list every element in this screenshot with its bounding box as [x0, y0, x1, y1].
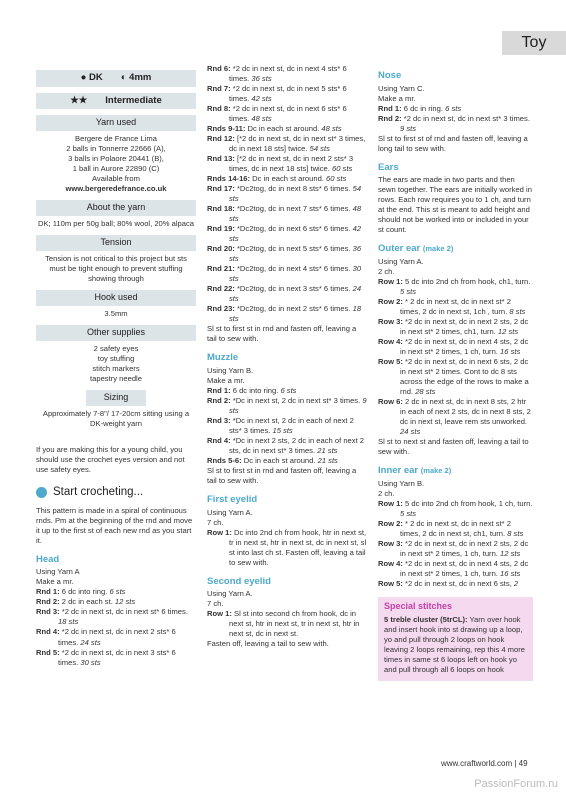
pattern-row: Rnd 2: *Dc in next st, 2 dc in next st* 3 times. 9 sts: [207, 396, 367, 416]
instruction-line: 7 ch.: [207, 517, 224, 527]
yarn-supplier-link[interactable]: www.bergeredefrance.co.uk: [65, 184, 167, 194]
instruction-line: Using Yarn C.: [378, 83, 425, 93]
ears-heading: Ears: [378, 161, 399, 173]
outer-ear-finish: Sl st to next st and fasten off, leaving a tail to sew with.: [378, 437, 529, 457]
start-text: This pattern is made in a spiral of continuous rnds. Pm at the beginning of the rnd and move it up to the first st of each new rnd as you start it.: [36, 505, 193, 545]
nose-heading: Nose: [378, 70, 402, 81]
page-footer: www.craftworld.com | 49: [441, 759, 528, 769]
head-heading: Head: [36, 553, 60, 565]
pattern-row: Rnd 2: 2 dc in each st. 12 sts: [36, 597, 136, 607]
instruction-line: 2 ch.: [378, 488, 395, 498]
pattern-row: Row 3: *2 dc in next st, dc in next 2 sts, 2 dc in next st* 2 times, ch1, turn. 12 sts: [378, 316, 529, 336]
pattern-row: Rnd 1: 6 dc into ring. 6 sts: [36, 587, 126, 597]
about-yarn-heading: About the yarn: [36, 200, 196, 216]
pattern-row: Rnd 5: *2 dc in next st, dc in next 3 sts* 6 times. 30 sts: [36, 647, 176, 667]
pattern-row: Row 1: Dc into 2nd ch from hook, htr in next st, tr in next st, htr in next st, dc in next st, sl st into last ch st. Fasten off, leaving a tail to sew with.: [207, 527, 367, 567]
yarn-weight: ● DK: [80, 72, 103, 83]
instruction-line: Using Yarn A.: [207, 507, 253, 517]
pattern-row: Rnd 23: *Dc2tog, dc in next 2 sts* 6 times. 18 sts: [207, 304, 362, 324]
muzzle-rows: [207, 386, 367, 466]
pattern-row: Rnd 18: *Dc2tog, dc in next 7 sts* 6 times. 48 sts: [207, 204, 362, 224]
muzzle-heading: Muzzle: [207, 352, 239, 364]
supply-item: toy stuffing: [97, 353, 135, 363]
head-rows: [36, 587, 196, 667]
instruction-line: Using Yarn B.: [207, 365, 254, 375]
pattern-row: Row 4: *2 dc in next st, dc in next 4 sts, 2 dc in next st* 2 times, 1 ch, turn. 16 sts: [378, 558, 529, 578]
pattern-row: Rnd 4: *2 dc in next st, dc in next 2 sts* 6 times. 24 sts: [36, 627, 176, 647]
pattern-row: Row 6: 2 dc in next st, dc in next 8 sts, 2 htr in each of next 2 sts, dc in next 8 sts, 2 dc in next st, leave rem sts unworked. 24 sts: [378, 397, 531, 437]
yarn-used-text: [36, 134, 196, 194]
instruction-line: Using Yarn A.: [378, 256, 424, 266]
difficulty-box: [36, 93, 196, 110]
ball-icon: ●: [80, 72, 87, 83]
instruction-line: Using Yarn A.: [207, 589, 253, 599]
difficulty-stars: ★★: [70, 94, 88, 106]
first-eyelid-heading: First eyelid: [207, 494, 258, 506]
pattern-row: Row 1: 5 dc into 2nd ch from hook, 1 ch, turn. 5 sts: [378, 498, 533, 518]
pattern-row: Rnd 20: *Dc2tog, dc in next 5 sts* 6 times. 36 sts: [207, 244, 362, 264]
pattern-row: Rnd 12: [*2 dc in next st, dc in next st* 3 times, dc in next 18 sts] twice. 54 sts: [207, 134, 366, 154]
pattern-row: Rnd 8: *2 dc in next st, dc in next 6 sts* 6 times. 48 sts: [207, 104, 347, 124]
pattern-row: Rnd 1: 6 dc into ring. 6 sts: [207, 386, 297, 395]
supply-item: stitch markers: [92, 363, 140, 373]
yarn-line: 1 ball in Aurore 22890 (C): [72, 163, 160, 173]
supply-item: 2 safety eyes: [93, 343, 139, 353]
pattern-row: Rnds 14-16: Dc in each st around. 60 sts: [207, 174, 347, 184]
pattern-row: Rnd 17: *Dc2tog, dc in next 8 sts* 6 times. 54 sts: [207, 184, 362, 204]
yarn-weight-hook-box: [36, 70, 196, 87]
yarn-used-heading: Yarn used: [36, 115, 196, 131]
eyelid-finish: Fasten off, leaving a tail to sew with.: [207, 639, 329, 649]
inner-ear-heading: Inner ear (make 2): [378, 465, 452, 477]
start-crocheting-heading: [36, 485, 196, 500]
instruction-line: 7 ch.: [207, 599, 224, 609]
pattern-row: Row 1: Sl st into second ch from hook, dc in next st, htr in next st, tr in next st, htr in next st, dc in next st.: [207, 609, 360, 639]
pattern-row: Row 4: *2 dc in next st, dc in next 4 sts, 2 dc in next st* 2 times, 1 ch, turn. 16 sts: [378, 336, 529, 356]
instruction-line: 2 ch.: [378, 266, 395, 276]
pattern-row: Rnd 3: *Dc in next st, 2 dc in each of next 2 sts* 3 times. 15 sts: [207, 416, 354, 436]
pattern-row: Rnd 19: *Dc2tog, dc in next 6 sts* 6 times. 42 sts: [207, 224, 362, 244]
instruction-line: Using Yarn B.: [378, 478, 425, 488]
tension-heading: Tension: [36, 235, 196, 251]
safety-note: If you are making this for a young child, you should use the crochet eyes version and not use safety eyes.: [36, 444, 185, 474]
sizing-heading: Sizing: [86, 390, 146, 406]
pattern-row: Row 1: 5 dc into 2nd ch from hook, ch1, turn. 5 sts: [378, 276, 531, 296]
pattern-row: Rnd 13: [*2 dc in next st, dc in next 2 sts* 3 times, dc in next 18 sts] twice. 60 sts: [207, 154, 354, 174]
bullet-icon: [36, 487, 47, 498]
outer-ear-heading: Outer ear (make 2): [378, 243, 454, 255]
head-finish: Sl st to first st in rnd and fasten off, leaving a tail to sew with.: [207, 324, 357, 344]
nose-rows: [378, 104, 533, 134]
special-stitch-text: 5 treble cluster (5trCL): Yarn over hook and insert hook into st drawing up a loop, yo and pull through 2 loops on hook leaving 2 loops remaining, rep this 4 more times in same st 6 loops left on hook yo and pull through all 6 loops on hook: [384, 614, 525, 674]
pattern-row: Row 2: * 2 dc in next st, dc in next st* 2 times, 2 dc in next st, ch1, turn. 8 sts: [378, 518, 524, 538]
hook-used-heading: Hook used: [36, 290, 196, 306]
hook-icon: ◐: [120, 72, 127, 83]
instruction-line: Make a mr.: [207, 375, 245, 385]
special-stitches-heading: Special stitches: [384, 600, 453, 611]
pattern-row: Row 3: *2 dc in next st, dc in next 2 sts, 2 dc in next st* 2 times, 1 ch, turn. 12 sts: [378, 538, 529, 558]
column-2: [207, 64, 367, 649]
muzzle-finish: Sl st to first st in rnd and fasten off, leaving a tail to sew with.: [207, 466, 357, 486]
pattern-row: Rnds 5-6: Dc in each st around. 21 sts: [207, 456, 338, 466]
pattern-row: Row 5: *2 dc in next st, dc in next 6 sts, 2 dc in next st* 2 times. Cont to dc 8 sts across the edge of the rows to make a rnd. 28 sts: [378, 356, 529, 396]
instruction-line: Using Yarn A: [36, 567, 80, 577]
pattern-row: Rnd 6: *2 dc in next st, dc in next 4 sts* 6 times. 36 sts: [207, 64, 347, 84]
pattern-row: Rnd 1: 6 dc in ring. 6 sts: [378, 103, 462, 113]
pattern-row: Rnd 22: *Dc2tog, dc in next 3 sts* 6 times. 24 sts: [207, 284, 362, 304]
difficulty-label: Intermediate: [105, 94, 162, 106]
yarn-line: Available from: [92, 174, 140, 183]
section-tag: Toy: [502, 31, 566, 55]
nose-finish: Sl st to first st of rnd and fasten off, leaving a long tail to sew with.: [378, 133, 528, 153]
pattern-row: Row 2: * 2 dc in next st, dc in next st* 2 times, 2 dc in next st, 1ch , turn. 8 sts: [378, 296, 526, 316]
yarn-line: Bergere de France Lima: [75, 133, 157, 143]
watermark: PassionForum.ru: [474, 778, 558, 791]
head-rows-continued: [207, 64, 367, 324]
tension-text: Tension is not critical to this project but sts must be tight enough to prevent stuffing showing through: [45, 253, 187, 283]
pattern-row: Rnd 2: *2 dc in next st, dc in next st* 3 times. 9 sts: [378, 113, 530, 133]
yarn-line: 3 balls in Polaore 20441 (B),: [68, 153, 164, 163]
pattern-row: Row 5: *2 dc in next st, dc in next 6 sts, 2: [378, 578, 519, 588]
column-1: [36, 64, 196, 668]
other-supplies-heading: Other supplies: [36, 325, 196, 341]
sizing-text: Approximately 7-8"/ 17-20cm sitting using a DK-weight yarn: [42, 408, 190, 428]
special-stitches-box: [378, 597, 533, 681]
instruction-line: Make a mr.: [36, 577, 74, 587]
yarn-line: 2 balls in Tonnerre 22666 (A),: [66, 143, 166, 153]
pattern-row: Rnd 4: *Dc in next 2 sts, 2 dc in each of next 2 sts, dc in next st* 3 times. 21 sts: [207, 436, 365, 456]
start-heading-label: Start crocheting...: [53, 485, 144, 498]
hook-size: ◐ 4mm: [120, 72, 152, 83]
pattern-row: Rnd 21: *Dc2tog, dc in next 4 sts* 6 times. 30 sts: [207, 264, 362, 284]
ears-text: The ears are made in two parts and then sewn together. The ears are initially worked in rows. Each row requires you to 1 ch, and turn at the end. This st is meant to add height and should not be worked into or included in your st count.: [378, 175, 532, 235]
column-3: [378, 64, 533, 681]
pattern-row: Rnd 7: *2 dc in next st, dc in next 5 sts* 6 times. 42 sts: [207, 84, 347, 104]
instruction-line: Make a mr.: [378, 93, 416, 103]
inner-ear-rows: [378, 499, 533, 589]
hook-used-text: 3.5mm: [104, 308, 128, 318]
pattern-row: Rnd 3: *2 dc in next st, dc in next st* 6 times. 18 sts: [36, 607, 188, 627]
second-eyelid-heading: Second eyelid: [207, 575, 271, 587]
about-yarn-text: DK; 110m per 50g ball; 80% wool, 20% alpaca: [37, 218, 195, 228]
pattern-row: Rnds 9-11: Dc in each st around. 48 sts: [207, 124, 342, 134]
supplies-list: [36, 344, 196, 384]
supply-item: tapestry needle: [90, 373, 142, 383]
outer-ear-rows: [378, 277, 533, 437]
